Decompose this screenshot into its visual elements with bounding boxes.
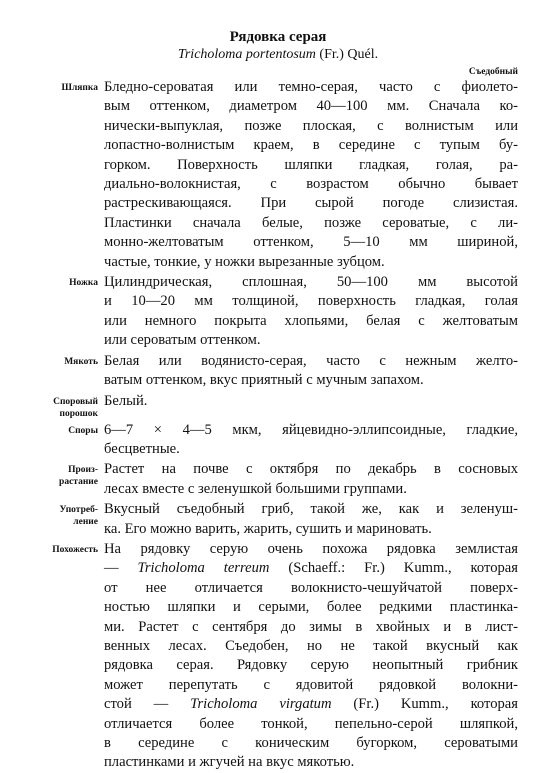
body-line: или немного покрыта хлопьями, белая с желтоватым (104, 312, 518, 329)
body-line: венных лесах. Съедобен, но не такой вкусный как (104, 637, 518, 654)
body-text: — (104, 560, 138, 577)
section-label: Ножка (69, 278, 98, 289)
body-line: растрескивающаяся. При сырой погоде слизистая. (104, 195, 518, 212)
body-line: нически-выпуклая, позже плоская, с волнистым или (104, 117, 518, 134)
body-text: (Schaeff.: Fr.) Kumm., которая (269, 560, 518, 577)
section-body (104, 500, 518, 539)
body-line: На рядовку серую очень похожа рядовка землистая (104, 540, 518, 557)
section-row (38, 421, 518, 460)
body-line: или сероватым оттенком. (104, 332, 261, 349)
section-row (38, 500, 518, 539)
latin-species-terreum: Tricholoma terreum (137, 560, 270, 577)
section-body (104, 421, 518, 460)
body-line: отличается более тонкой, пепельно-серой шляпкой, (104, 715, 518, 732)
body-text: стой — (104, 696, 191, 713)
section-body (104, 352, 518, 391)
body-line: частые, тонкие, у ножки вырезанные зубцом. (104, 253, 385, 270)
section-label: Споры (68, 425, 98, 436)
section-body (104, 460, 518, 499)
body-line: Белая или водянисто-серая, часто с нежным желто- (104, 352, 518, 369)
body-line: ностью шляпки и серыми, более редкими пластинка- (104, 599, 518, 616)
page-title: Рядовка серая (229, 29, 327, 45)
section-row (38, 78, 518, 272)
body-line: Белый. (104, 392, 148, 409)
body-line: рядовка серая. Рядовку серую неопытный грибник (104, 657, 518, 674)
section-similarity (38, 540, 518, 773)
latin-genus: Tricholoma portentosum (177, 47, 316, 62)
latin-name (38, 46, 518, 64)
body-line: Цилиндрическая, сплошная, 50—100 мм высотой (104, 274, 518, 291)
section-label: Мякоть (64, 356, 98, 367)
body-line: Растет на почве с октября по декабрь в сосновых (104, 461, 518, 478)
body-text: (Fr.) Kumm., которая (331, 696, 518, 713)
latin-species-virgatum: Tricholoma virgatum (190, 696, 332, 713)
section-body (104, 392, 518, 411)
section-label: Употреб-ление (59, 505, 98, 528)
body-line: 6—7 × 4—5 мкм, яйцевидно-эллипсоидные, гладкие, (104, 421, 518, 438)
section-label: Похожесть (52, 544, 98, 555)
body-line: ми. Растет с сентября до зимы в хвойных и в лист- (104, 618, 518, 635)
section-body (104, 78, 518, 272)
edibility-label: Съедобный (468, 67, 518, 77)
body-line: монно-желтоватым оттенком, 5—10 мм шириной, (104, 234, 518, 251)
body-line: диально-волокнистая, с возрастом обычно бывает (104, 176, 518, 193)
body-line: вым оттенком, диаметром 40—100 мм. Сначала ко- (104, 98, 518, 115)
body-line: пластинками и жгучей на вкус мякотью. (104, 754, 355, 771)
body-line (104, 695, 518, 714)
body-line (104, 559, 518, 578)
body-line: и 10—20 мм толщиной, поверхность гладкая, голая (104, 293, 518, 310)
section-body (104, 273, 518, 351)
body-line: бесцветные. (104, 440, 180, 457)
body-line: лопастно-волнистым краем, в середине с тупым бу- (104, 137, 518, 154)
body-line: лесах вместе с зеленушкой большими группами. (104, 480, 407, 497)
section-label: Шляпка (61, 83, 98, 93)
body-line: горком. Поверхность шляпки гладкая, голая, ра- (104, 156, 518, 173)
body-line: от нее отличается волокнисто-чешуйчатой поверх- (104, 579, 518, 596)
body-line: Бледно-сероватая или темно-серая, часто с фиолето- (104, 79, 518, 95)
body-line: Пластинки сначала белые, позже сероватые, с ли- (104, 214, 518, 231)
body-line: ватым оттенком, вкус приятный с мучным запахом. (104, 372, 424, 389)
section-label: Споровый порошок (53, 396, 98, 419)
section-row (38, 460, 518, 499)
section-row (38, 392, 518, 420)
body-line: может перепутать с ядовитой рядовкой волокни- (104, 676, 518, 693)
sections-container (38, 78, 518, 539)
latin-author: (Fr.) Quél. (315, 47, 379, 62)
section-body (104, 540, 518, 773)
body-line: Вкусный съедобный гриб, такой же, как и зеленуш- (104, 501, 518, 518)
body-line: ка. Его можно варить, жарить, сушить и мариновать. (104, 520, 432, 537)
section-row (38, 273, 518, 351)
section-row (38, 352, 518, 391)
body-line: в середине с коническим бугорком, сероватыми (104, 735, 518, 751)
section-label: Произ-растание (59, 465, 98, 488)
